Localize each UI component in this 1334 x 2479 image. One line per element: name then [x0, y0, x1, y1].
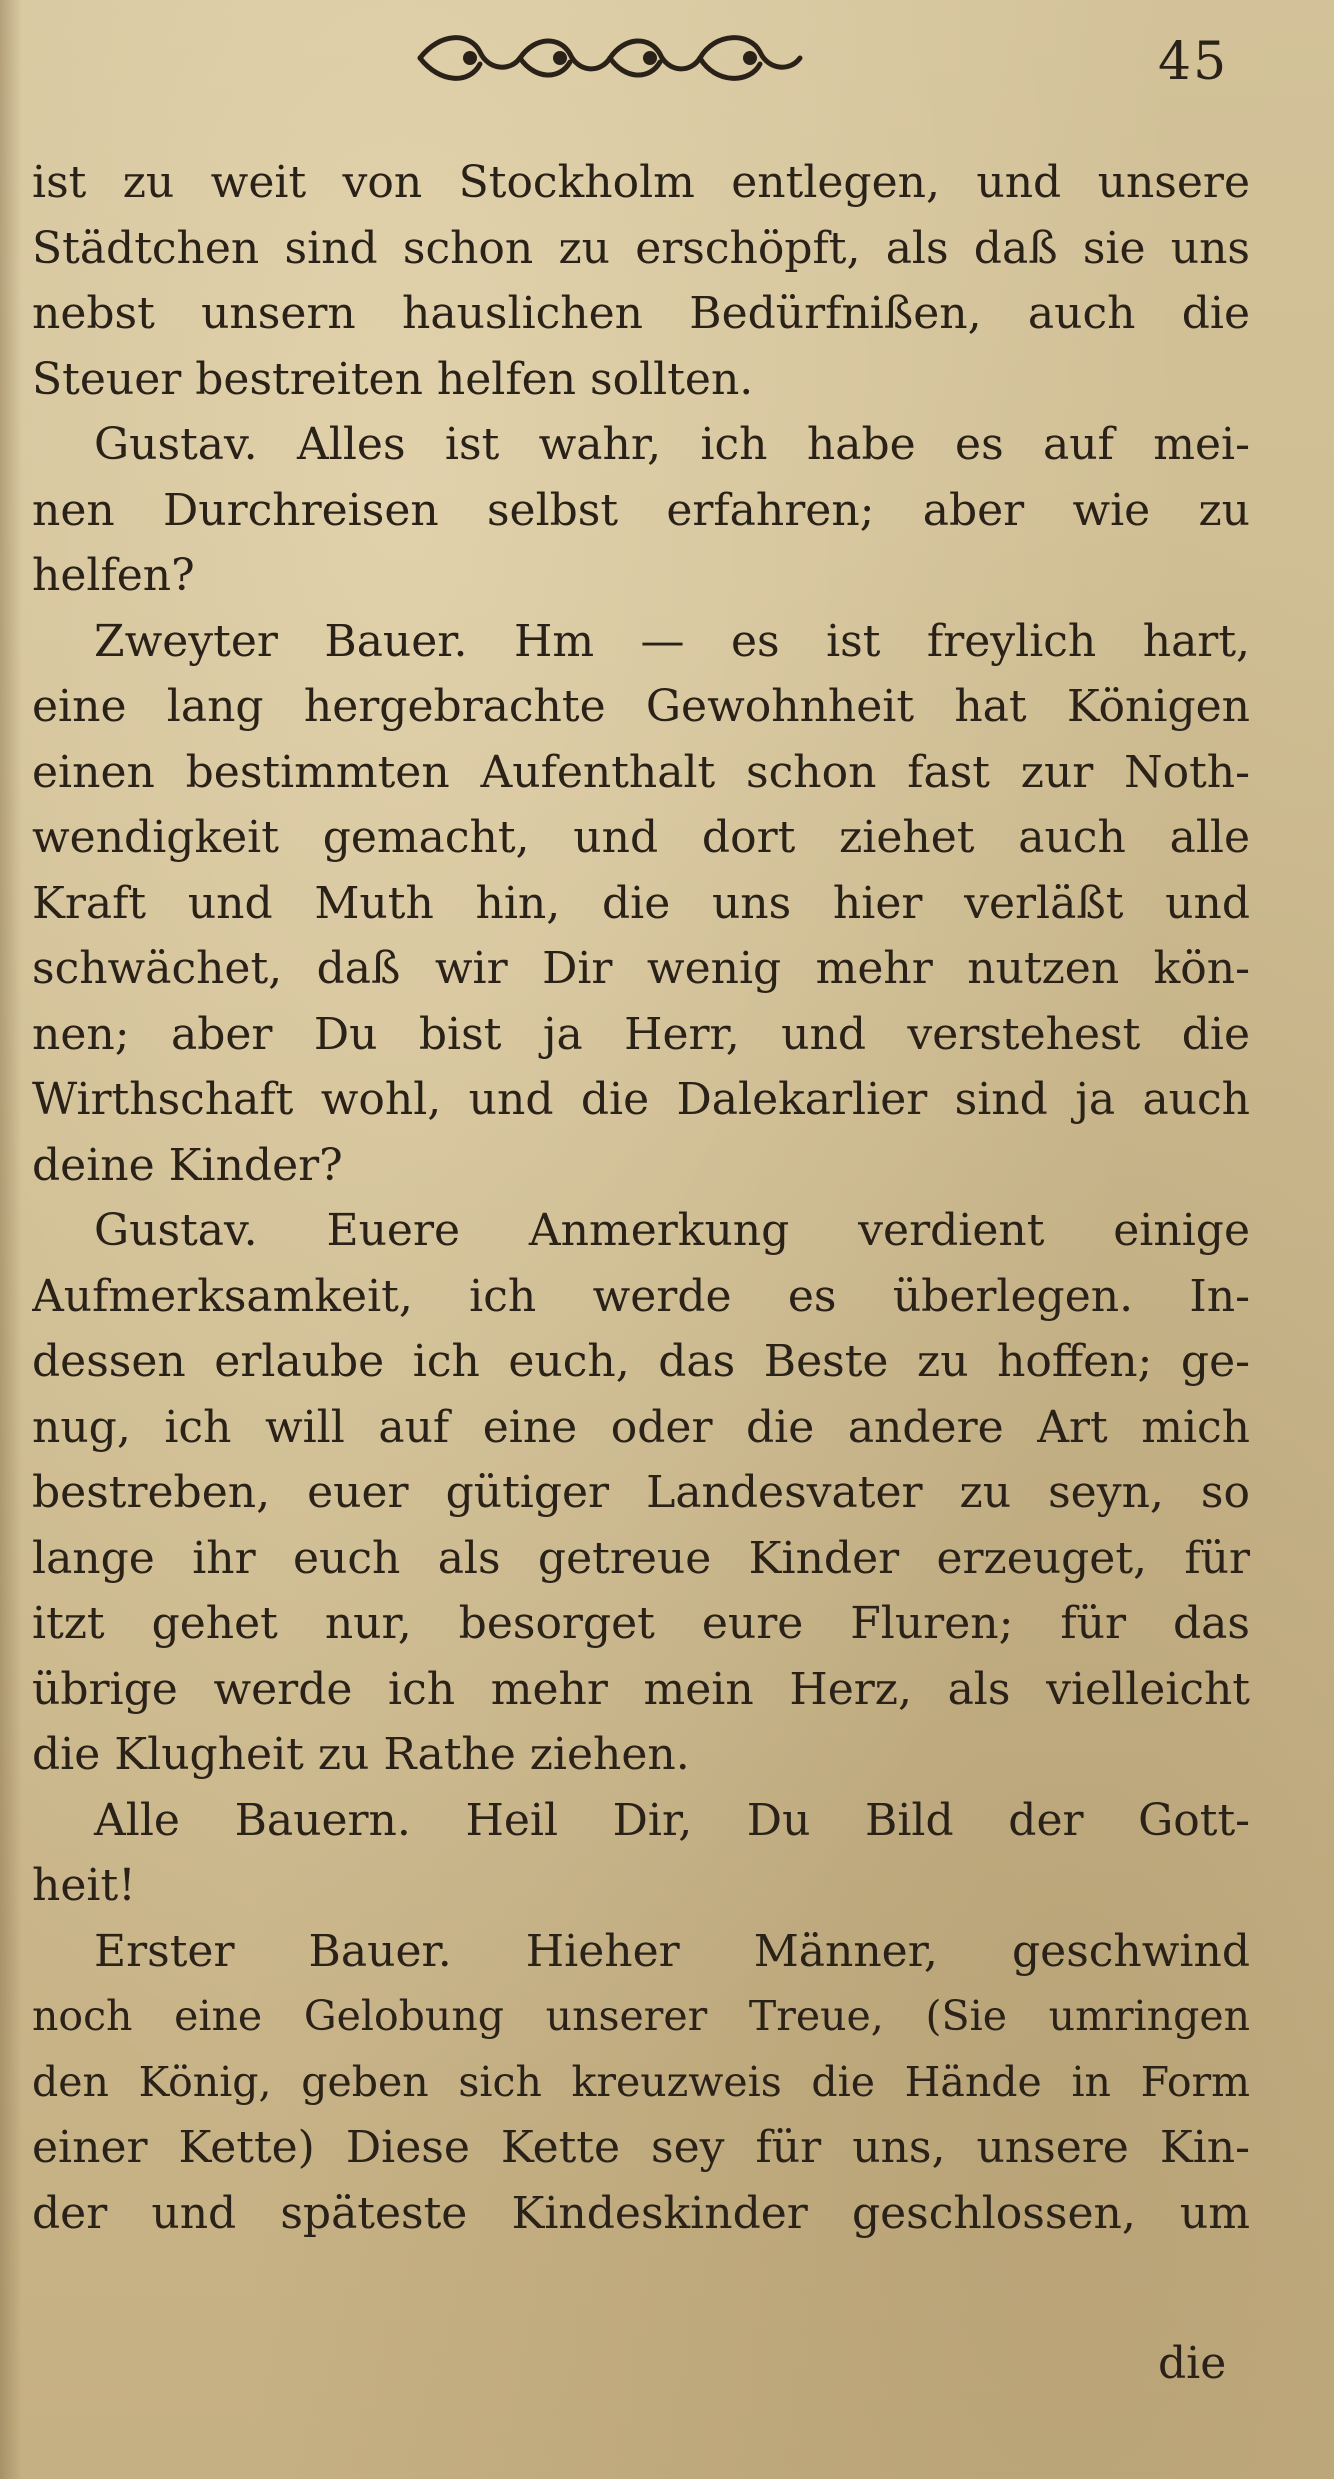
text-line: einen bestimmten Aufenthalt schon fast zur Noth- — [32, 746, 1250, 798]
text-line: wendigkeit gemacht, und dort ziehet auch alle — [32, 812, 1250, 863]
text-line: noch eine Gelobung unserer Treue, (Sie umringen — [32, 1992, 1250, 2040]
text-line: nebst unsern hauslichen Bedürfnißen, auch die — [32, 288, 1250, 339]
text-line: Erster Bauer. Hieher Männer, geschwind — [94, 1925, 1250, 1977]
text-line: nen; aber Du bist ja Herr, und verstehest die — [32, 1008, 1250, 1060]
text-line: ist zu weit von Stockholm entlegen, und unsere — [32, 157, 1250, 208]
text-line: lange ihr euch als getreue Kinder erzeuget, für — [32, 1532, 1250, 1584]
text-line: eine lang hergebrachte Gewohnheit hat Königen — [32, 681, 1250, 732]
text-line: Gustav. Euere Anmerkung verdient einige — [94, 1205, 1250, 1256]
text-line: Steuer bestreiten helfen sollten. — [32, 353, 754, 405]
text-line: deine Kinder? — [32, 1139, 343, 1191]
body-text — [32, 150, 1250, 2246]
text-line: Zweyter Bauer. Hm — es ist freylich hart, — [94, 615, 1250, 667]
page-gutter-shadow — [0, 0, 22, 2479]
text-line: Wirthschaft wohl, und die Dalekarlier sind ja auch — [32, 1074, 1250, 1125]
text-line: bestreben, euer gütiger Landesvater zu seyn, so — [32, 1467, 1250, 1518]
text-line: Aufmerksamkeit, ich werde es überlegen. In- — [32, 1270, 1250, 1322]
text-line: heit! — [32, 1860, 136, 1911]
scroll-ornament-icon — [410, 22, 810, 94]
text-line: nug, ich will auf eine oder die andere Art mich — [32, 1401, 1250, 1453]
page-number: 45 — [1158, 32, 1229, 92]
text-line: den König, geben sich kreuzweis die Hände in Form — [32, 2057, 1250, 2106]
text-line: Alle Bauern. Heil Dir, Du Bild der Gott- — [94, 1794, 1250, 1846]
text-line: die Klugheit zu Rathe ziehen. — [32, 1729, 690, 1780]
text-line: übrige werde ich mehr mein Herz, als vielleicht — [32, 1663, 1250, 1715]
text-line: einer Kette) Diese Kette sey für uns, unsere Kin- — [32, 2122, 1250, 2173]
text-line: helfen? — [32, 550, 195, 601]
text-line: schwächet, daß wir Dir wenig mehr nutzen kön- — [32, 943, 1250, 994]
text-line: Städtchen sind schon zu erschöpft, als daß sie uns — [32, 222, 1250, 274]
text-line: Kraft und Muth hin, die uns hier verläßt und — [32, 877, 1250, 929]
text-line: der und späteste Kindeskinder geschlossen, um — [32, 2187, 1250, 2239]
text-line: Gustav. Alles ist wahr, ich habe es auf mei- — [94, 419, 1250, 470]
text-line: itzt gehet nur, besorget eure Fluren; für das — [32, 1598, 1250, 1649]
catchword: die — [1158, 2338, 1227, 2389]
text-line: dessen erlaube ich euch, das Beste zu hoffen; ge- — [32, 1336, 1250, 1387]
text-line: nen Durchreisen selbst erfahren; aber wie zu — [32, 484, 1250, 536]
